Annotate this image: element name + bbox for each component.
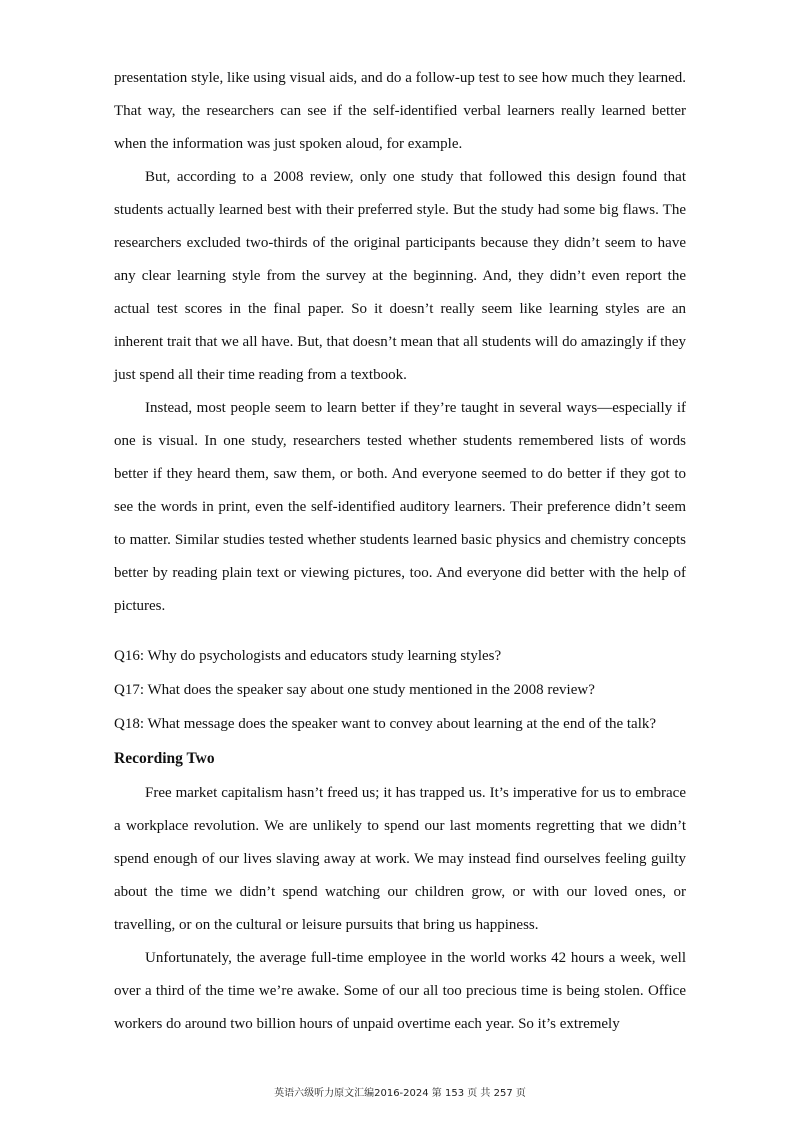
question-item: Q18: What message does the speaker want to convey about learning at the end of the talk?	[114, 716, 657, 732]
question-list	[114, 639, 686, 741]
paragraph-working-hours: Unfortunately, the average full-time employee in the world works 42 hours a week, well over a third of the time we’re awake. Some of our all too precious time is being stolen. Office workers do around two billion hours of unpaid overtime each year. So it’s extremely	[114, 950, 686, 1032]
section-heading: Recording Two	[114, 750, 215, 767]
page-footer: 英语六级听力原文汇编2016-2024 第 153 页 共 257 页	[274, 1088, 526, 1099]
paragraph-2008-review: But, according to a 2008 review, only one study that followed this design found that students actually learned best with their preferred style. But the study had some big flaws. The researchers excluded two-thirds of the original participants because they didn’t seem to have any clear learning style from the survey at the beginning. And, they didn’t even report the actual test scores in the final paper. So it doesn’t really seem like learning styles are an inherent trait that we all have. But, that doesn’t mean that all students will do amazingly if they just spend all their time reading from a textbook.	[114, 169, 686, 383]
question-item: Q16: Why do psychologists and educators study learning styles?	[114, 648, 502, 664]
paragraph-learn-several-ways: Instead, most people seem to learn better if they’re taught in several ways—especially if one is visual. In one study, researchers tested whether students remembered lists of words better if they heard them, saw them, or both. And everyone seemed to do better if they got to see the words in print, even the self-identified auditory learners. Their preference didn’t seem to matter. Similar studies tested whether students learned basic physics and chemistry concepts better by reading plain text or viewing pictures, too. And everyone did better with the help of pictures.	[114, 400, 686, 614]
question-item: Q17: What does the speaker say about one study mentioned in the 2008 review?	[114, 682, 595, 698]
paragraph-free-market: Free market capitalism hasn’t freed us; it has trapped us. It’s imperative for us to embrace a workplace revolution. We are unlikely to spend our last moments regretting that we didn’t spend enough of our lives slaving away at work. We may instead find ourselves feeling guilty about the time we didn’t spend watching our children grow, or with our loved ones, or travelling, or on the cultural or leisure pursuits that bring us happiness.	[114, 785, 686, 933]
page-body	[114, 62, 686, 1041]
paragraph-continued: presentation style, like using visual aids, and do a follow-up test to see how much they learned. That way, the researchers can see if the self-identified verbal learners really learned better when the information was just spoken aloud, for example.	[114, 70, 686, 152]
